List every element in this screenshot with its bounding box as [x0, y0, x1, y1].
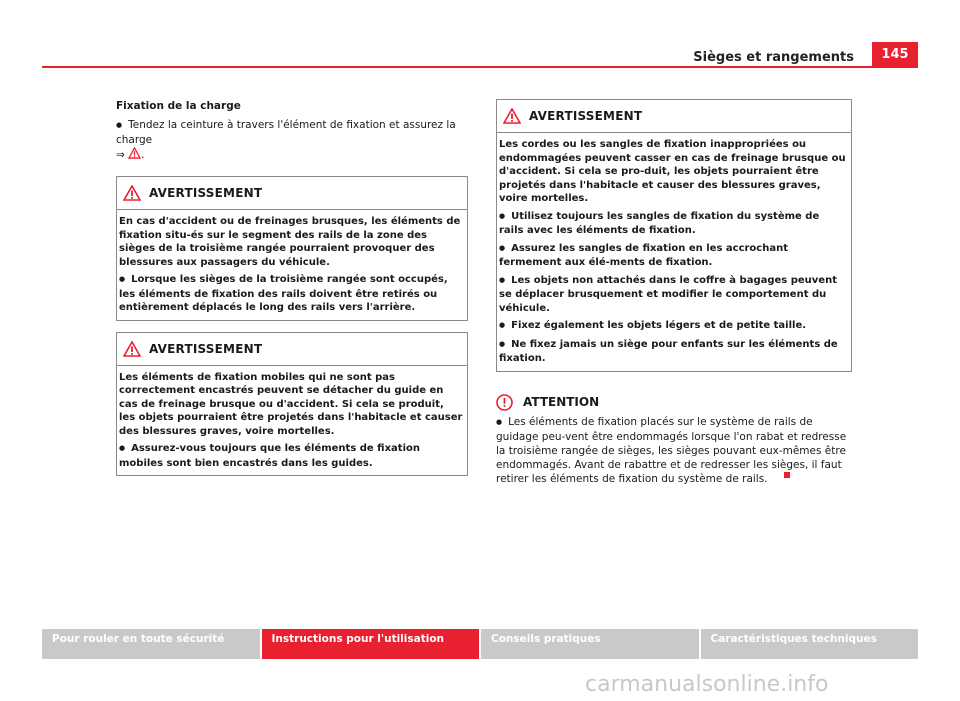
warning-title: AVERTISSEMENT	[149, 341, 263, 356]
header-title: Sièges et rangements	[693, 50, 854, 65]
attention-title: ATTENTION	[523, 395, 600, 409]
warning-box	[116, 332, 468, 477]
footer-nav	[42, 629, 918, 659]
instruction-bullet: ● Tendez la ceinture à travers l'élément de fixation et assurez la charge ⇒ .	[116, 118, 468, 162]
attention-circle-icon	[496, 394, 513, 411]
list-item: ● Les objets non attachés dans le coffre à bagages peuvent se déplacer brusquement et modifier le comportement du véhicule.	[499, 274, 847, 316]
warning-triangle-icon	[123, 185, 141, 201]
warning-title: AVERTISSEMENT	[529, 109, 643, 123]
watermark: carmanualsonline.info	[585, 672, 829, 697]
footer-tab-tips[interactable]: Conseils pratiques	[481, 629, 699, 659]
page-number: 145	[872, 42, 918, 66]
warning-header	[117, 177, 467, 210]
list-item: ● Fixez également les objets légers et de petite taille.	[499, 319, 847, 334]
warning-triangle-icon	[123, 341, 141, 357]
section-subhead: Fixation de la charge	[116, 100, 241, 112]
warning-triangle-icon	[128, 147, 141, 159]
warning-body: Les cordes ou les sangles de fixation inappropriées ou endommagées peuvent casser en cas de freinage brusque ou d'accident. Si cela se pro-duit, les objets pourraient être projetés dans l'habitacle et causer des blessures graves, voire mortelles. ● Utilisez toujours les sangles de fixation du système de rails avec les éléments de fixation. ● Assurez les sangles de fixation en les accrochant fermement aux élé-ments de fixation. ● Les objets non attachés dans le coffre à bagages peuvent se déplacer brusquement et modifier le comportement du véhicule. ● Fixez également les objets légers et de petite taille. ● Ne fixez jamais un siège pour enfants sur les éléments de fixation.	[497, 133, 851, 371]
footer-tab-specs[interactable]: Caractéristiques techniques	[701, 629, 919, 659]
warning-triangle-icon	[503, 108, 521, 124]
attention-body: ● Les éléments de fixation placés sur le système de rails de guidage peu-vent être endommagés lorsque l'on rabat et redresse la troisième rangée de sièges, les sièges pouvant eux-mêmes être endommagés. Avant de rabattre et de redresser les sièges, il faut retirer les éléments de fixation du système de rails.	[496, 415, 852, 486]
footer-tab-safety[interactable]: Pour rouler en toute sécurité	[42, 629, 260, 659]
left-column	[116, 99, 468, 487]
attention-header	[496, 394, 852, 411]
right-column	[496, 99, 852, 490]
warning-box	[116, 176, 468, 321]
warning-body: Les éléments de fixation mobiles qui ne sont pas correctement encastrés peuvent se détacher du guide en cas de freinage brusque ou d'accident. Si cela se produit, les objets pourraient être projetés dans l'habitacle et causer des blessures graves, voire mortelles. ● Assurez-vous toujours que les éléments de fixation mobiles sont bien encastrés dans les guides.	[117, 366, 467, 476]
section-end-marker	[784, 472, 790, 478]
list-item: ● Utilisez toujours les sangles de fixation du système de rails avec les éléments de fixation.	[499, 210, 847, 238]
reference-arrow: ⇒	[116, 149, 125, 161]
warning-box	[496, 99, 852, 372]
warning-header	[117, 333, 467, 366]
footer-tab-instructions[interactable]: Instructions pour l'utilisation	[262, 629, 480, 659]
warning-header	[497, 100, 851, 133]
warning-body: En cas d'accident ou de freinages brusques, les éléments de fixation situ-és sur le segment des rails de la zone des sièges de la troisième rangée pourraient provoquer des blessures aux passagers du véhicule. ● Lorsque les sièges de la troisième rangée sont occupés, les éléments de fixation des rails doivent être retirés ou entièrement déplacés le long des rails vers l'arrière.	[117, 210, 467, 320]
warning-title: AVERTISSEMENT	[149, 186, 263, 200]
list-item: ● Assurez les sangles de fixation en les accrochant fermement aux élé-ments de fixation.	[499, 242, 847, 270]
header-rule	[42, 66, 918, 68]
list-item: ● Ne fixez jamais un siège pour enfants sur les éléments de fixation.	[499, 338, 847, 366]
